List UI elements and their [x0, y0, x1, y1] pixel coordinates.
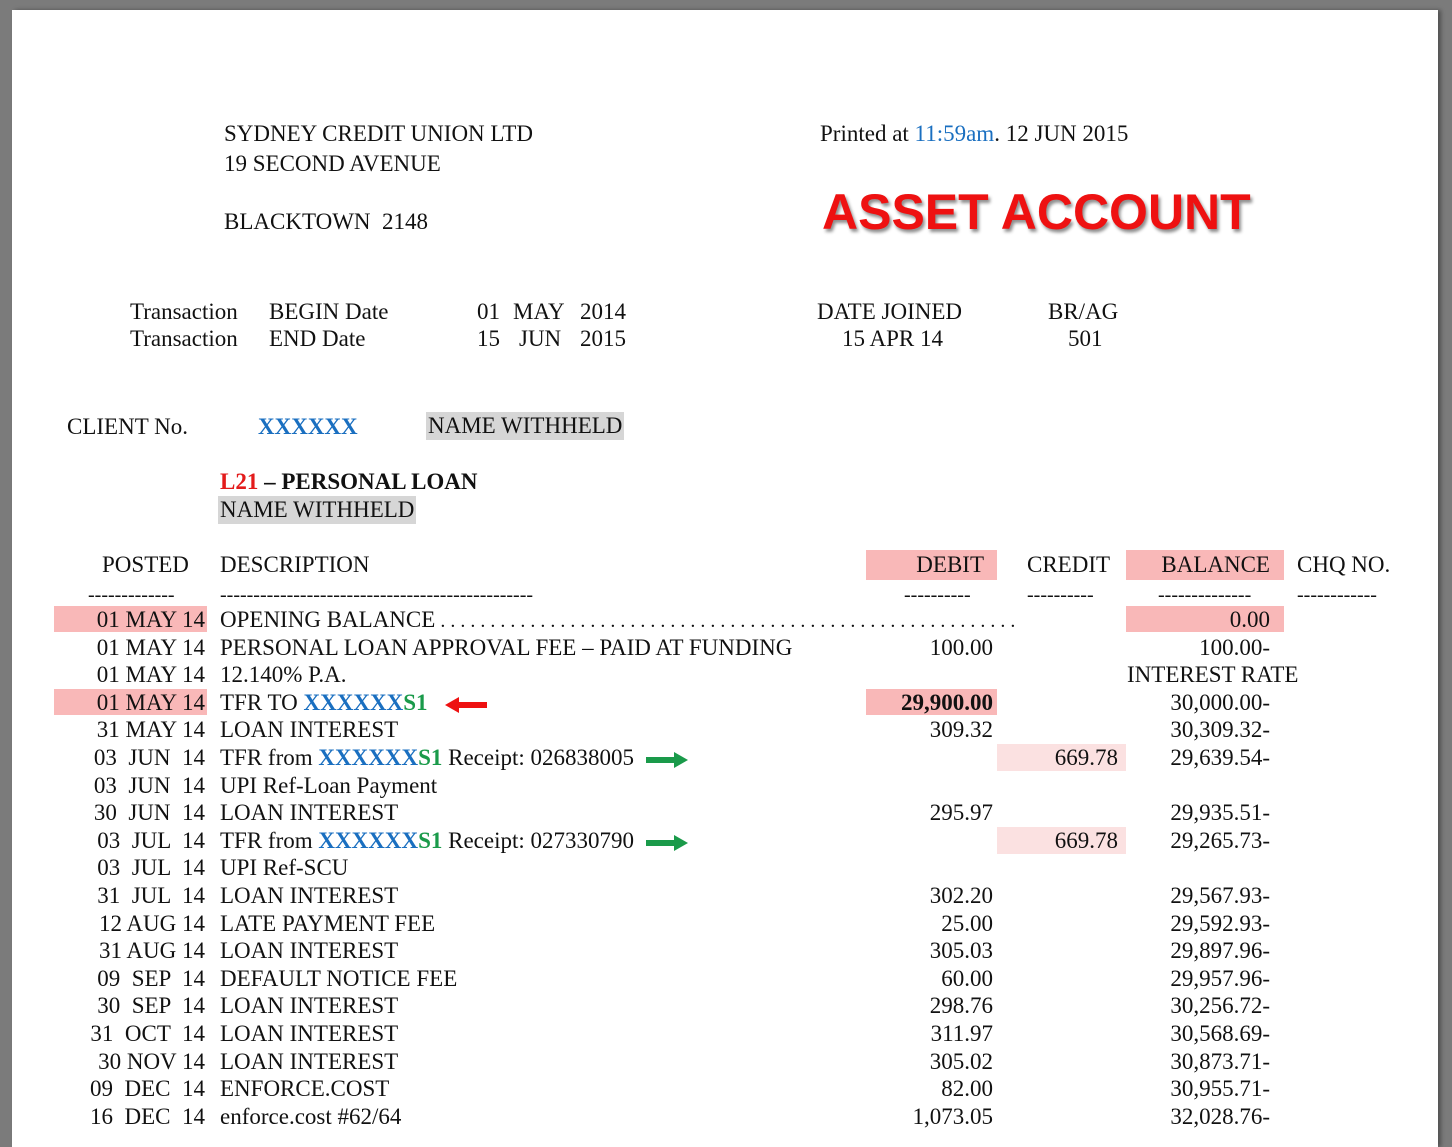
- tx-desc-text: UPI Ref-Loan Payment: [220, 772, 438, 798]
- tx-balance: 30,000.00-: [1170, 689, 1270, 715]
- tx-balance: 100.00-: [1199, 634, 1270, 660]
- tx-debit: 305.03: [929, 938, 993, 964]
- tx-description: [220, 827, 690, 855]
- tx-desc-text: DEFAULT NOTICE FEE: [220, 965, 458, 991]
- period-begin-month: MAY: [513, 299, 565, 324]
- tx-description: [220, 1103, 401, 1131]
- tx-balance: 29,639.54-: [1170, 745, 1270, 770]
- tx-desc-text: enforce.cost #62/64: [220, 1103, 402, 1129]
- transaction-row: [12, 965, 1438, 993]
- tx-account-suffix: S1: [418, 745, 443, 770]
- tx-description: [220, 854, 348, 882]
- client-number: XXXXXX: [258, 414, 358, 439]
- period-end-year: 2015: [580, 326, 626, 351]
- printed-at: [820, 120, 1128, 148]
- tx-balance: 29,957.96-: [1170, 965, 1270, 991]
- tx-debit: 298.76: [929, 993, 993, 1019]
- transaction-row: [12, 910, 1438, 938]
- tx-account-suffix: S1: [403, 689, 428, 715]
- tx-description: [220, 689, 489, 717]
- tx-date: 03 JUL 14: [97, 855, 205, 881]
- col-description: DESCRIPTION: [220, 552, 370, 577]
- tx-date: 31 MAY 14: [96, 717, 205, 743]
- tx-account-number: XXXXXX: [303, 689, 404, 715]
- transaction-row: [12, 799, 1438, 827]
- printed-prefix: Printed at: [820, 121, 915, 146]
- tx-debit: 29,900.00: [901, 689, 993, 715]
- tx-desc-suffix: Receipt: 026838005: [442, 745, 634, 770]
- tx-date: 31 AUG 14: [98, 938, 205, 964]
- dash-posted: -------------: [88, 585, 175, 605]
- tx-date: 31 OCT 14: [90, 1021, 205, 1046]
- tx-desc-prefix: TFR TO: [220, 689, 304, 715]
- tx-description: [220, 799, 398, 827]
- tx-desc-text: PERSONAL LOAN APPROVAL FEE – PAID AT FUNDING: [220, 634, 793, 660]
- institution-city: BLACKTOWN 2148: [224, 209, 429, 234]
- tx-debit: 25.00: [941, 910, 993, 936]
- tx-desc-prefix: TFR from: [220, 745, 319, 770]
- tx-description: [220, 1048, 398, 1076]
- tx-description: [220, 716, 398, 744]
- tx-desc-text: LATE PAYMENT FEE: [220, 910, 436, 936]
- tx-balance: 30,955.71-: [1170, 1076, 1270, 1102]
- tx-balance: 30,873.71-: [1170, 1048, 1270, 1074]
- loan-title: [220, 468, 478, 496]
- tx-date: 03 JUN 14: [93, 745, 205, 770]
- client-label: CLIENT No.: [67, 414, 188, 439]
- tx-desc-text: LOAN INTEREST: [220, 1021, 399, 1046]
- date-joined-value: 15 APR 14: [842, 326, 943, 351]
- col-balance: [1126, 550, 1284, 580]
- tx-date: 30 NOV 14: [98, 1048, 205, 1074]
- tx-desc-text: UPI Ref-SCU: [220, 855, 349, 881]
- tx-description: [220, 910, 435, 938]
- period-begin-day: 01: [477, 299, 500, 324]
- tx-desc-text: LOAN INTEREST: [220, 800, 399, 826]
- tx-date: 30 SEP 14: [97, 993, 205, 1019]
- tx-balance: 29,935.51-: [1170, 800, 1270, 826]
- tx-debit: 311.97: [930, 1021, 993, 1046]
- tx-date: 30 JUN 14: [93, 800, 205, 826]
- col-balance-label: BALANCE: [1161, 552, 1270, 577]
- tx-desc-text: LOAN INTEREST: [220, 717, 399, 743]
- dash-chq: ------------: [1297, 585, 1377, 605]
- dash-balance: --------------: [1158, 585, 1252, 605]
- transaction-row: [12, 744, 1438, 772]
- tx-date: 09 SEP 14: [97, 965, 205, 991]
- transaction-row: [12, 1020, 1438, 1048]
- tx-date: 01 MAY 14: [96, 634, 205, 660]
- tx-desc-text: ENFORCE.COST: [220, 1076, 390, 1102]
- tx-balance: 29,567.93-: [1170, 883, 1270, 908]
- tx-credit: 669.78: [1054, 827, 1118, 853]
- tx-desc-text: LOAN INTEREST: [220, 883, 399, 908]
- transaction-row: [12, 882, 1438, 910]
- tx-desc-text: OPENING BALANCE: [220, 607, 436, 632]
- tx-debit: 295.97: [929, 800, 993, 826]
- transaction-row: [12, 827, 1438, 855]
- transaction-row: [12, 854, 1438, 882]
- tx-debit: 302.20: [929, 883, 993, 908]
- brag-label: BR/AG: [1048, 299, 1119, 324]
- tx-description: [220, 772, 437, 800]
- period-end-day: 15: [477, 326, 500, 351]
- transaction-row: [12, 937, 1438, 965]
- tx-desc-prefix: TFR from: [220, 827, 319, 853]
- loan-code: L21: [220, 469, 259, 494]
- period-begin-year: 2014: [580, 299, 626, 324]
- tx-balance: 29,265.73-: [1170, 827, 1270, 853]
- transaction-row: [12, 716, 1438, 744]
- loan-name-title: – PERSONAL LOAN: [258, 469, 478, 494]
- red-left-arrow-icon: [443, 696, 489, 714]
- printed-time: 11:59am: [914, 121, 995, 146]
- green-right-arrow-icon: [644, 751, 690, 769]
- transaction-row: [12, 992, 1438, 1020]
- tx-description: [220, 606, 1015, 635]
- tx-date: 01 MAY 14: [96, 607, 205, 632]
- tx-balance: 32,028.76-: [1170, 1103, 1270, 1129]
- tx-debit: 82.00: [941, 1076, 993, 1102]
- tx-balance: 30,309.32-: [1170, 717, 1270, 743]
- tx-debit: 305.02: [929, 1048, 993, 1074]
- tx-debit: 309.32: [929, 717, 993, 743]
- tx-description: [220, 1020, 398, 1048]
- tx-account-number: XXXXXX: [318, 827, 419, 853]
- tx-date: 09 DEC 14: [90, 1076, 205, 1102]
- tx-leader-dots: . . . . . . . . . . . . . . . . . . . . . . . . . . . . . . . . . . . . . . . . . . . . . . . . . . . . . . . . . .: [435, 610, 1016, 632]
- tx-desc-text: LOAN INTEREST: [220, 1048, 399, 1074]
- transaction-row: [12, 634, 1438, 662]
- client-name: NAME WITHHELD: [428, 413, 623, 438]
- tx-description: [220, 744, 690, 772]
- tx-balance: INTEREST RATE: [1127, 662, 1299, 688]
- tx-balance: 30,256.72-: [1170, 993, 1270, 1019]
- cut-off-row: [12, 1131, 1438, 1141]
- loan-holder-name: NAME WITHHELD: [220, 497, 415, 522]
- tx-description: [220, 992, 398, 1020]
- dash-description: -----------------------------------------------: [220, 585, 534, 605]
- transaction-row: [12, 689, 1438, 717]
- tx-balance: 29,897.96-: [1170, 938, 1270, 964]
- period-end-label: Transaction: [130, 326, 238, 351]
- period-end-kind: END Date: [269, 326, 366, 351]
- tx-date: 03 JUL 14: [97, 827, 205, 853]
- transaction-row: [12, 661, 1438, 689]
- tx-desc-text: LOAN INTEREST: [220, 993, 399, 1019]
- tx-account-number: XXXXXX: [318, 745, 419, 770]
- dash-debit: ----------: [904, 585, 971, 605]
- tx-desc-text: 12.140% P.A.: [220, 662, 347, 688]
- col-credit: CREDIT: [1027, 552, 1111, 577]
- institution-street: 19 SECOND AVENUE: [224, 151, 441, 176]
- period-begin-label: Transaction: [130, 299, 238, 324]
- period-end-month: JUN: [519, 326, 562, 351]
- tx-date: 31 JUL 14: [97, 883, 205, 908]
- tx-description: [220, 661, 347, 689]
- tx-date: 12 AUG 14: [98, 910, 205, 936]
- tx-balance: 30,568.69-: [1170, 1021, 1270, 1046]
- period-begin-kind: BEGIN Date: [269, 299, 389, 324]
- date-joined-label: DATE JOINED: [817, 299, 963, 324]
- transaction-row: [12, 772, 1438, 800]
- tx-debit: 1,073.05: [912, 1103, 993, 1129]
- transaction-row: [12, 606, 1438, 634]
- transaction-row: [12, 1075, 1438, 1103]
- tx-debit: 60.00: [941, 965, 993, 991]
- transaction-row: [12, 1048, 1438, 1076]
- institution-name: SYDNEY CREDIT UNION LTD: [224, 121, 534, 146]
- tx-account-suffix: S1: [418, 827, 443, 853]
- col-debit-label: DEBIT: [916, 552, 984, 577]
- tx-desc-text: LOAN INTEREST: [220, 938, 399, 964]
- transaction-row: [12, 1103, 1438, 1131]
- tx-description: [220, 965, 457, 993]
- tx-description: [220, 634, 792, 662]
- tx-date: 03 JUN 14: [93, 772, 205, 798]
- dash-credit: ----------: [1027, 585, 1094, 605]
- statement-page: [12, 10, 1438, 1147]
- tx-date: 01 MAY 14: [96, 662, 205, 688]
- printed-date: . 12 JUN 2015: [994, 121, 1129, 146]
- col-chq: CHQ NO.: [1297, 552, 1391, 577]
- tx-date: 16 DEC 14: [90, 1103, 205, 1129]
- tx-description: [220, 1075, 389, 1103]
- tx-desc-suffix: Receipt: 027330790: [442, 827, 634, 853]
- tx-debit: 100.00: [929, 634, 993, 660]
- asset-account-title: ASSET ACCOUNT: [822, 184, 1251, 240]
- col-posted: POSTED: [102, 552, 189, 577]
- tx-date: 01 MAY 14: [96, 689, 205, 715]
- tx-credit: 669.78: [1054, 745, 1118, 770]
- tx-description: [220, 937, 398, 965]
- brag-value: 501: [1068, 326, 1103, 351]
- tx-balance: 29,592.93-: [1170, 910, 1270, 936]
- tx-balance: 0.00: [1229, 607, 1270, 632]
- green-right-arrow-icon: [644, 834, 690, 852]
- col-debit: [866, 550, 997, 580]
- tx-description: [220, 882, 398, 910]
